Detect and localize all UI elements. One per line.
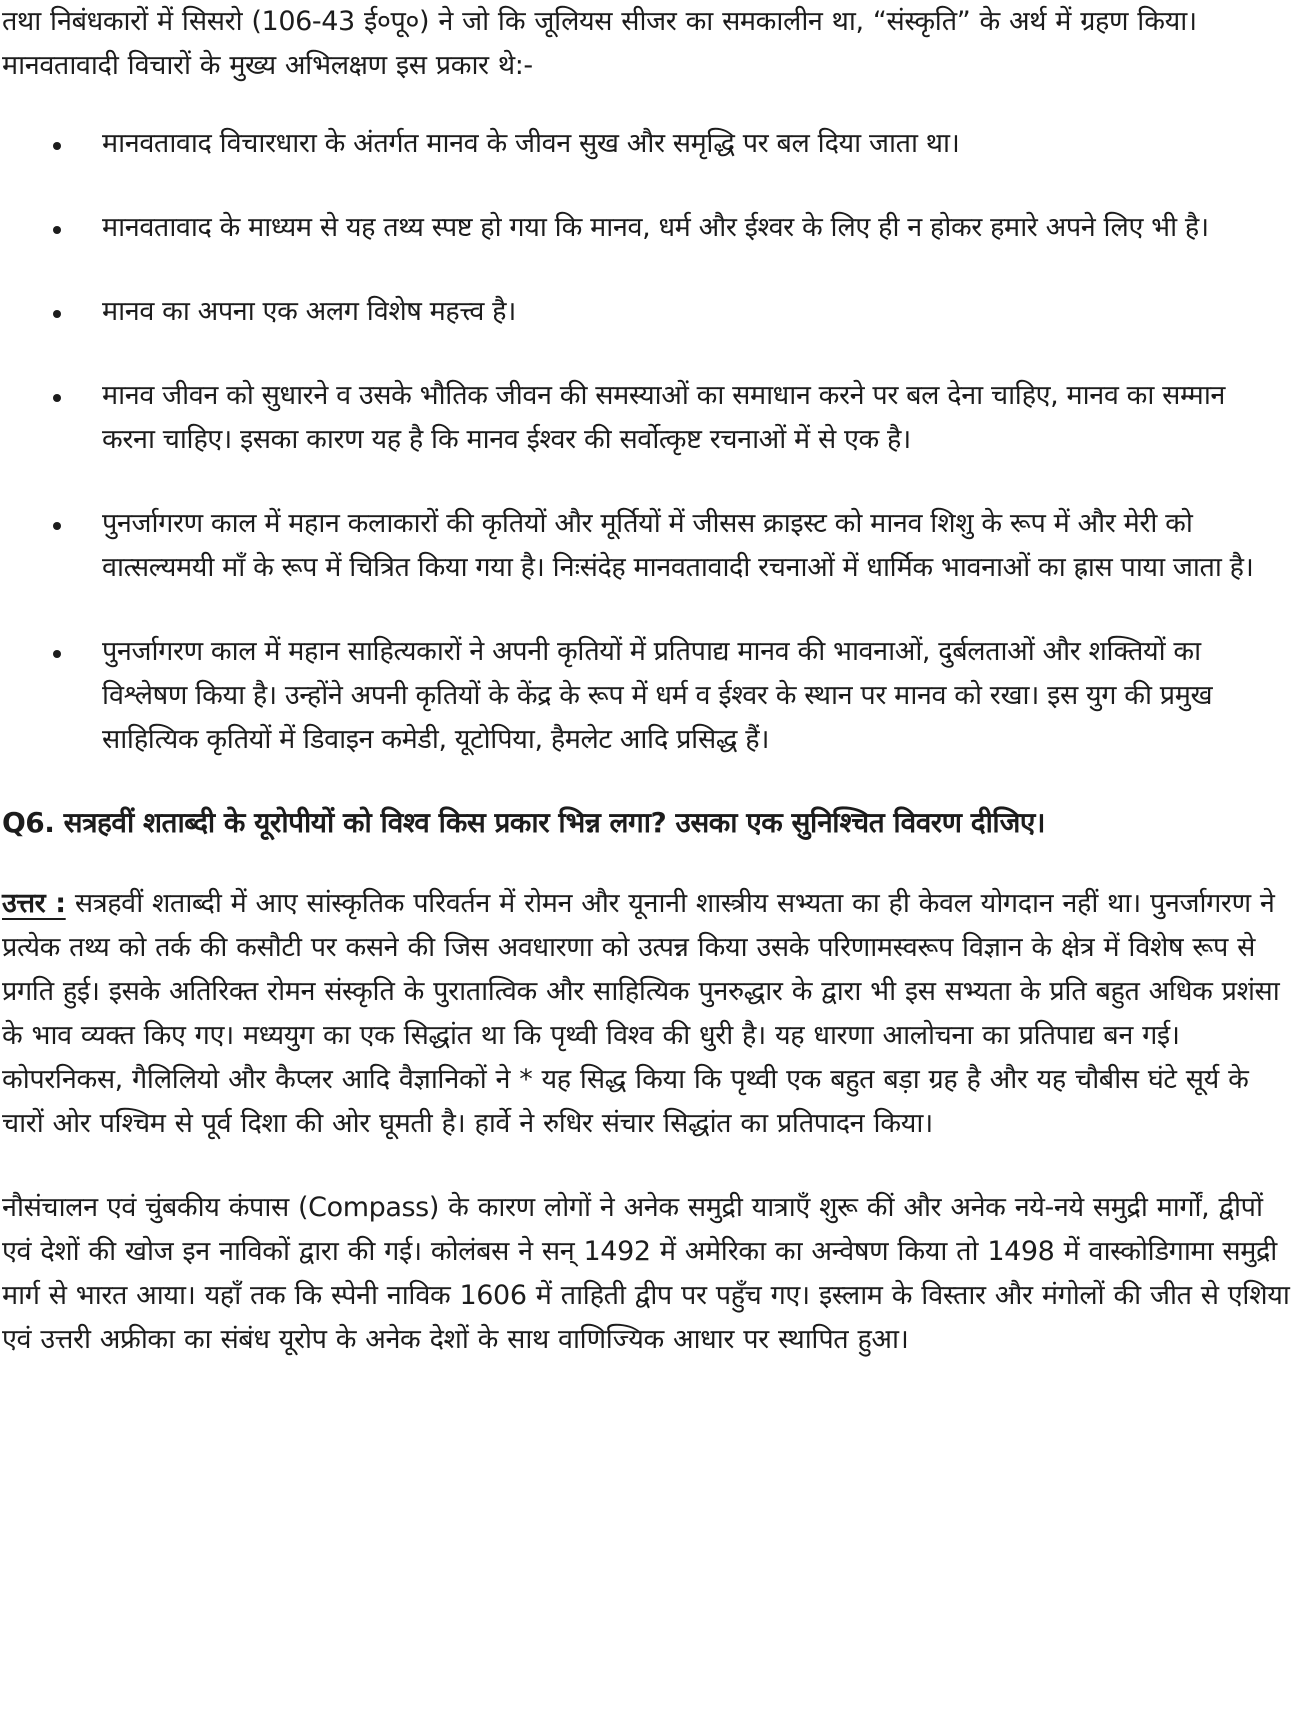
list-item-text: पुनर्जागरण काल में महान कलाकारों की कृतियों और मूर्तियों में जीसस क्राइस्ट को मानव शिशु के रूप में और मेरी को वात्सल्यमयी माँ के रूप में चित्रित किया गया है। निःसंदेह मानवतावादी रचनाओं में धार्मिक भावनाओं का ह्रास पाया जाता है। [102,508,1254,583]
bullet-icon [53,142,61,150]
list-item [2,122,1290,166]
list-item-text: मानव का अपना एक अलग विशेष महत्त्व है। [102,296,516,327]
list-item [2,502,1290,590]
intro-paragraph: तथा निबंधकारों में सिसरो (106-43 ई०पू०) ने जो कि जूलियस सीजर का समकालीन था, “संस्कृति” के अर्थ में ग्रहण किया। मानवतावादी विचारों के मुख्य अभिलक्षण इस प्रकार थे:- [2,6,1197,81]
bullet-icon [53,226,61,234]
question-heading: Q6. सत्रहवीं शताब्दी के यूरोपीयों को विश्व किस प्रकार भिन्न लगा? उसका एक सुनिश्चित विवरण दीजिए। [2,806,1045,839]
answer-paragraph-1 [2,882,1290,1146]
list-item [2,630,1290,762]
answer-text: सत्रहवीं शताब्दी में आए सांस्कृतिक परिवर्तन में रोमन और यूनानी शास्त्रीय सभ्यता का ही केवल योगदान नहीं था। पुनर्जागरण ने प्रत्येक तथ्य को तर्क की कसौटी पर कसने की जिस अवधारणा को उत्पन्न किया उसके परिणामस्वरूप विज्ञान के क्षेत्र में विशेष रूप से प्रगति हुई। इसके अतिरिक्त रोमन संस्कृति के पुरातात्विक और साहित्यिक पुनरुद्धार के द्वारा भी इस सभ्यता के प्रति बहुत अधिक प्रशंसा के भाव व्यक्त किए गए। मध्ययुग का एक सिद्धांत था कि पृथ्वी विश्व की धुरी है। यह धारणा आलोचना का प्रतिपाद्य बन गई। कोपरनिकस, गैलिलियो और कैप्लर आदि वैज्ञानिकों ने * यह सिद्ध किया कि पृथ्वी एक बहुत बड़ा ग्रह है और यह चौबीस घंटे सूर्य के चारों ओर पश्चिम से पूर्व दिशा की ओर घूमती है। हार्वे ने रुधिर संचार सिद्धांत का प्रतिपादन किया। [2,888,1280,1139]
list-item-text: मानव जीवन को सुधारने व उसके भौतिक जीवन की समस्याओं का समाधान करने पर बल देना चाहिए, मानव का सम्मान करना चाहिए। इसका कारण यह है कि मानव ईश्वर की सर्वोत्कृष्ट रचनाओं में से एक है। [102,380,1226,455]
list-item [2,206,1290,250]
answer-paragraph-2: नौसंचालन एवं चुंबकीय कंपास (Compass) के कारण लोगों ने अनेक समुद्री यात्राएँ शुरू कीं और अनेक नये-नये समुद्री मार्गों, द्वीपों एवं देशों की खोज इन नाविकों द्वारा की गई। कोलंबस ने सन् 1492 में अमेरिका का अन्वेषण किया तो 1498 में वास्कोडिगामा समुद्री मार्ग से भारत आया। यहाँ तक कि स्पेनी नाविक 1606 में ताहिती द्वीप पर पहुँच गए। इस्लाम के विस्तार और मंगोलों की जीत से एशिया एवं उत्तरी अफ्रीका का संबंध यूरोप के अनेक देशों के साथ वाणिज्यिक आधार पर स्थापित हुआ। [2,1192,1290,1355]
humanism-features-list [2,122,1290,762]
list-item [2,290,1290,334]
bullet-icon [53,650,61,658]
list-item-text: मानवतावाद के माध्यम से यह तथ्य स्पष्ट हो गया कि मानव, धर्म और ईश्वर के लिए ही न होकर हमारे अपने लिए भी है। [102,212,1209,243]
answer-label: उत्तर : [2,888,66,919]
list-item-text: मानवतावाद विचारधारा के अंतर्गत मानव के जीवन सुख और समृद्धि पर बल दिया जाता था। [102,128,960,159]
bullet-icon [53,310,61,318]
bullet-icon [53,394,61,402]
list-item [2,374,1290,462]
list-item-text: पुनर्जागरण काल में महान साहित्यकारों ने अपनी कृतियों में प्रतिपाद्य मानव की भावनाओं, दुर्बलताओं और शक्तियों का विश्लेषण किया है। उन्होंने अपनी कृतियों के केंद्र के रूप में धर्म व ईश्वर के स्थान पर मानव को रखा। इस युग की प्रमुख साहित्यिक कृतियों में डिवाइन कमेडी, यूटोपिया, हैमलेट आदि प्रसिद्ध हैं। [102,636,1213,755]
bullet-icon [53,522,61,530]
